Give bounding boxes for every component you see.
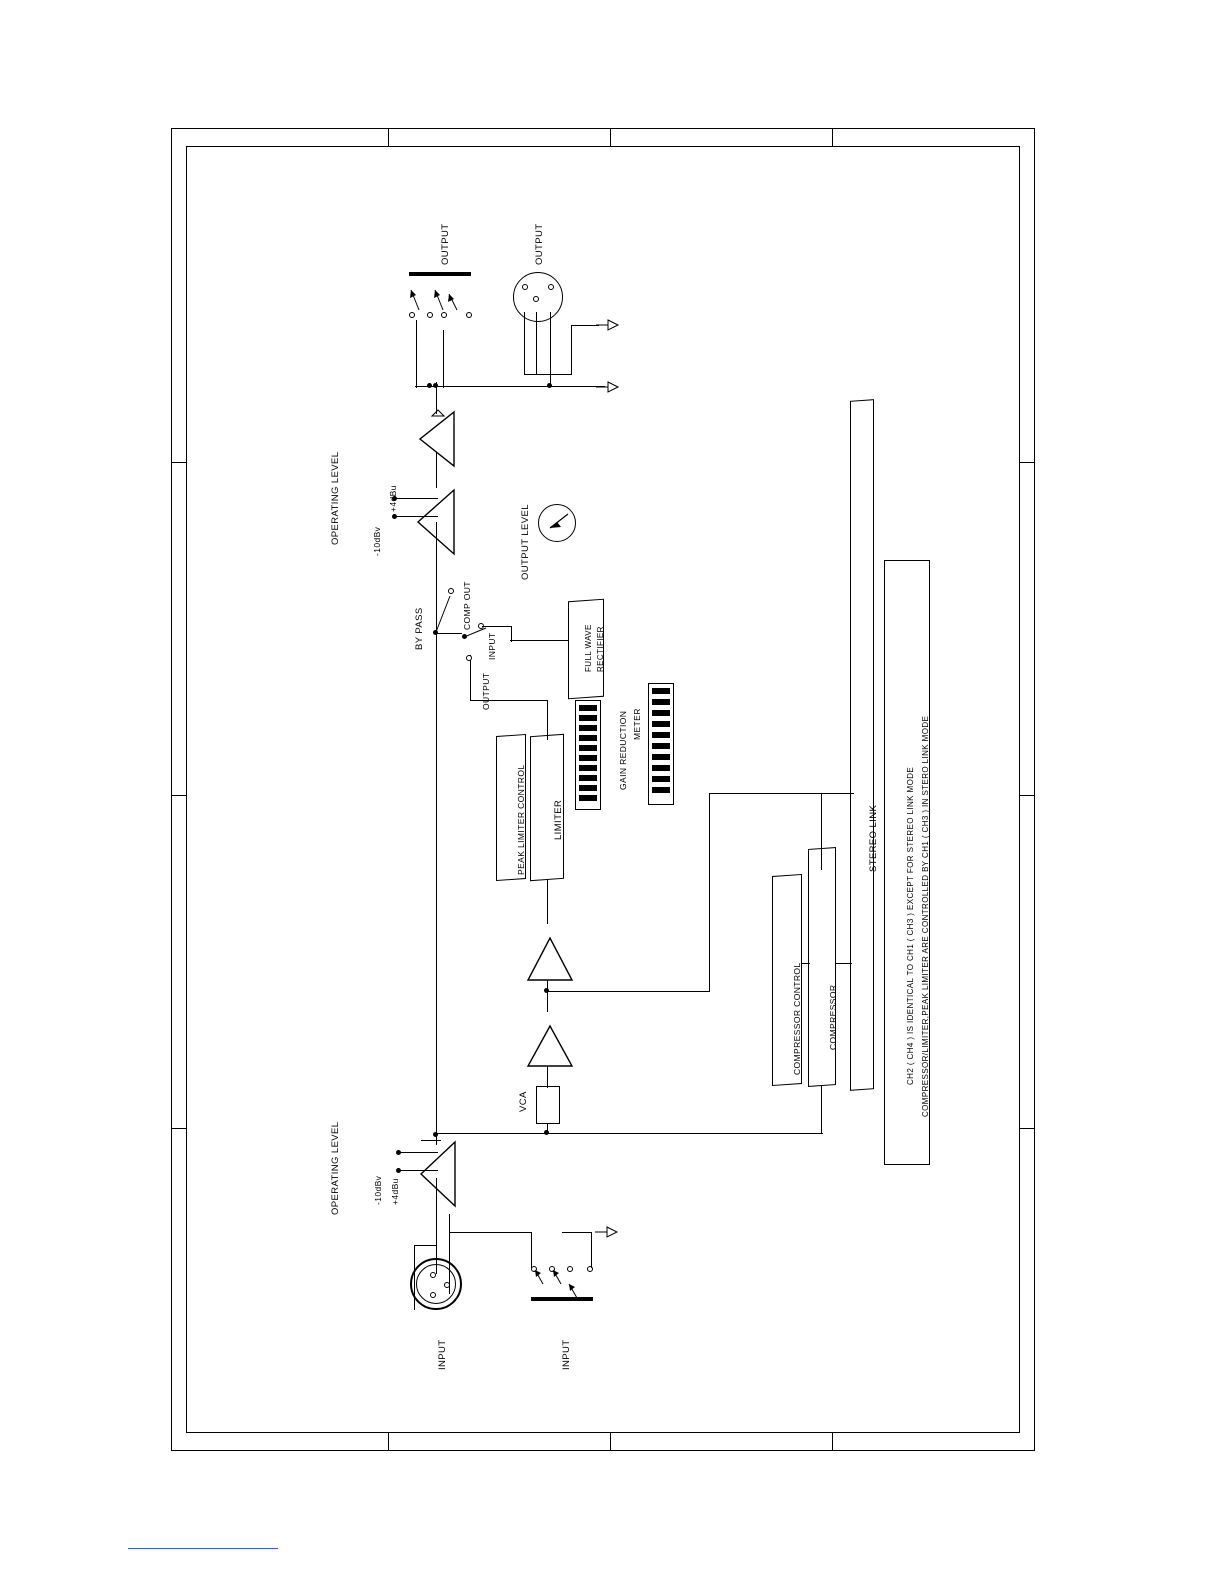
output-amplifier	[412, 408, 468, 470]
wire	[394, 516, 438, 517]
input-amplifier	[415, 1140, 475, 1210]
vca-label: VCA	[518, 1091, 529, 1112]
wire	[416, 320, 417, 388]
frame-tick	[832, 1433, 833, 1451]
wire	[436, 560, 437, 634]
wire	[562, 1232, 592, 1233]
wire	[511, 626, 512, 642]
wire	[571, 325, 572, 375]
wire	[709, 793, 710, 992]
input-trs-switch-arrows	[525, 1262, 605, 1312]
limiter-label: LIMITER	[553, 799, 564, 840]
frame-tick	[171, 462, 186, 463]
output-xlr-pin2	[533, 296, 539, 302]
wire	[436, 452, 437, 488]
wire	[547, 1066, 548, 1088]
operating-level-minus10-in: -10dBv	[373, 1175, 383, 1205]
wire	[436, 633, 462, 634]
wire	[547, 980, 548, 1012]
wire	[536, 312, 537, 374]
wire	[510, 640, 568, 641]
wire	[421, 1140, 441, 1141]
compressor-control-label: COMPRESSOR CONTROL	[792, 962, 802, 1075]
note-line-1: CH2 ( CH4 ) IS IDENTICAL TO CH1 ( CH3 ) EXCEPT FOR STEREO LINK MODE	[906, 766, 915, 1085]
ground-arrow-out-2	[596, 380, 630, 398]
frame-tick	[1020, 1128, 1035, 1129]
gain-reduction-meter-label-2: METER	[632, 708, 642, 740]
frame-tick	[388, 1433, 389, 1451]
wire	[398, 1152, 438, 1153]
output-trs-switch-arrows	[403, 276, 483, 322]
wire	[571, 325, 599, 326]
bypass-label: BY PASS	[414, 607, 425, 650]
wire	[547, 991, 710, 992]
wire	[482, 626, 512, 627]
level-node	[396, 1150, 401, 1155]
full-wave-rectifier-label-1: FULL WAVE	[584, 624, 593, 672]
wire	[591, 1232, 592, 1268]
output-level-arrow	[538, 504, 578, 544]
wire	[821, 793, 822, 851]
wire	[821, 1085, 822, 1133]
note-line-2: COMPRESSOR/LIMITER,PEAK LIMITER ARE CONTROLLED BY CH1 ( CH3 ) IN STERO LINK MODE	[921, 715, 930, 1117]
input-xlr-pin3	[430, 1292, 436, 1298]
gain-reduction-meter-bar-1	[575, 700, 601, 815]
compressor-label: COMPRESSOR	[828, 984, 838, 1050]
wire	[524, 312, 525, 374]
wire	[436, 522, 437, 560]
stereo-link-block	[850, 399, 874, 1091]
operating-level-plus4-in: +4dBu	[390, 1178, 400, 1205]
bypass-switch-arm	[425, 580, 465, 640]
output-trs-label: OUTPUT	[440, 223, 451, 265]
input-trs-label: INPUT	[561, 1339, 572, 1370]
vca-block	[536, 1086, 560, 1124]
wire	[436, 1214, 437, 1274]
post-vca-amplifier	[520, 1010, 576, 1070]
wire	[398, 1170, 438, 1171]
frame-tick	[1020, 462, 1035, 463]
frame-tick	[171, 795, 186, 796]
operating-level-label-out: OPERATING LEVEL	[330, 451, 341, 545]
frame-tick	[610, 128, 611, 146]
wire	[531, 1232, 532, 1268]
operating-level-label-in: OPERATING LEVEL	[330, 1121, 341, 1215]
frame-tick	[388, 128, 389, 146]
wire	[547, 1133, 823, 1134]
gain-reduction-meter-bar-2	[648, 683, 674, 810]
wire	[709, 793, 854, 794]
wire	[470, 655, 471, 701]
frame-tick	[610, 1433, 611, 1451]
comp-out-label: COMP OUT	[462, 581, 472, 630]
footer-link-underline[interactable]	[128, 1548, 278, 1549]
wire	[547, 700, 548, 740]
output-node	[427, 383, 432, 388]
operating-level-plus4-out: +4dBu	[388, 485, 398, 512]
wire	[414, 1245, 415, 1310]
output-driver-amplifier	[410, 486, 470, 558]
wire	[414, 1245, 436, 1246]
wire	[436, 1133, 548, 1134]
wire	[449, 1232, 532, 1233]
ground-arrow-in	[595, 1225, 625, 1243]
wire	[802, 963, 810, 964]
level-node	[392, 514, 397, 519]
output-node	[433, 383, 438, 388]
output-xlr-label: OUTPUT	[534, 223, 545, 265]
full-wave-rectifier-label-2: RECTIFIER	[596, 626, 605, 672]
detector-output-label: OUTPUT	[481, 672, 491, 710]
wire	[394, 498, 438, 499]
stereo-link-label: STEREO LINK	[868, 804, 879, 872]
ground-arrow-out-1	[596, 318, 630, 336]
wire	[547, 880, 548, 924]
frame-tick	[1020, 795, 1035, 796]
wire	[443, 330, 444, 388]
output-xlr-pin3	[548, 284, 554, 290]
peak-limiter-control-label: PEAK LIMITER CONTROL	[516, 764, 526, 875]
wire	[436, 1178, 437, 1216]
compressor-block	[808, 847, 836, 1087]
operating-level-minus10-out: -10dBv	[372, 526, 382, 556]
wire	[524, 374, 572, 375]
frame-tick	[171, 1128, 186, 1129]
level-node	[396, 1168, 401, 1173]
input-xlr-label: INPUT	[437, 1339, 448, 1370]
signal-bus	[436, 632, 437, 1137]
output-node	[547, 383, 552, 388]
output-xlr-pin1	[522, 284, 528, 290]
output-level-label: OUTPUT LEVEL	[520, 504, 531, 580]
frame-tick	[832, 128, 833, 146]
wire	[449, 1214, 450, 1294]
wire	[836, 963, 852, 964]
wire	[821, 850, 822, 870]
gain-reduction-meter-label-1: GAIN REDUCTION	[618, 710, 628, 790]
makeup-amplifier	[520, 922, 576, 982]
detector-input-label: INPUT	[487, 632, 497, 660]
